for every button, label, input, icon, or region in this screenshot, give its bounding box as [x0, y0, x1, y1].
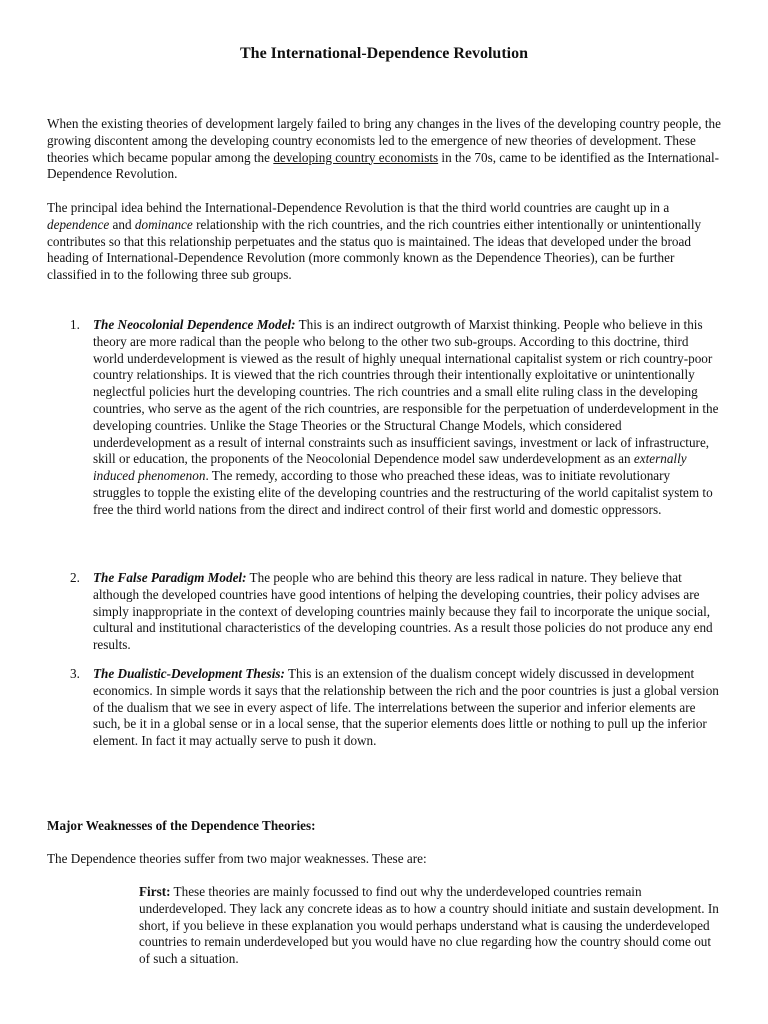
- intro-text-after: in the 70s, came to be identified as the International-Dependence Revolution.: [47, 149, 719, 182]
- intro-text-before: When the existing theories of development largely failed to bring any changes in the lives of the developing country people, the growing discontent among the developing country economists led to the emergence of new theories of development. These theories which became popular among the: [47, 116, 721, 165]
- list-item-label: The False Paradigm Model:: [93, 570, 247, 585]
- list-item-neocolonial: [47, 317, 721, 519]
- list-item-label: The Dualistic-Development Thesis:: [93, 666, 285, 681]
- list-item-text: The people who are behind this theory are less radical in nature. They believe that although the developed countries have good intentions of helping the developing countries, their policy advises are simply inappropriate in the context of developing countries mainly because they fail to incorporate the unique social, cultural and institutional characteristics of the developing countries. As a result those policies do not produce any end results.: [93, 570, 713, 653]
- list-number: 3.: [70, 666, 80, 681]
- list-item-label: The Neocolonial Dependence Model:: [93, 317, 296, 332]
- principal-text-2: and: [109, 216, 135, 232]
- list-item-text-2: . The remedy, according to those who preached these ideas, was to initiate revolutionary struggles to topple the existing elite of the developing countries and the restructuring of the world capitalist system to free the third world nations from the direct and indirect control of their first world and domestic oppressors.: [93, 468, 713, 517]
- principal-text-3: relationship with the rich countries, and the rich countries either intentionally or unintentionally contributes so that this relationship perpetuates and the status quo is maintained. The ideas that developed under the broad heading of International-Dependence Revolution (more commonly known as the Dependence Theories), can be further classified in to the following three sub groups.: [47, 216, 702, 283]
- list-item-dualistic: [47, 666, 721, 750]
- principal-text-1: The principal idea behind the International-Dependence Revolution is that the third world countries are caught up in a: [47, 200, 670, 215]
- intro-paragraph: [47, 116, 721, 183]
- sub-group-list-2: [47, 570, 721, 654]
- first-weakness-label: First:: [139, 884, 171, 899]
- first-weakness-paragraph: [139, 884, 721, 968]
- list-item-text: This is an indirect outgrowth of Marxist thinking. People who believe in this theory are more radical than the people who belong to the other two sub-groups. According to this doctrine, third world underdevelopment is viewed as the result of highly unequal international capitalist system or rich country-poor country relationships. It is viewed that the rich countries through their intentionally exploitative or unintentionally neglectful policies hurt the developing countries. The rich countries and a small elite ruling class in the developing countries, who serve as the agent of the rich countries, are responsible for the perpetuation of underdevelopment in the developing countries. Unlike the Stage Theories or the Structural Change Models, which considered underdevelopment as a result of internal constraints such as insufficient savings, investment or lack of infrastructure, skill or education, the proponents of the Neocolonial Dependence model saw underdevelopment as an: [93, 317, 719, 467]
- first-weakness-text: These theories are mainly focussed to find out why the underdeveloped countries remain underdeveloped. They lack any concrete ideas as to how a country should initiate and sustain development. In short, if you believe in these explanation you would perhaps understand what is causing the underdeveloped countries to remain underdeveloped but you would have no clue regarding how the country should come out of such a situation.: [139, 884, 719, 967]
- list-number: 1.: [70, 317, 80, 332]
- sub-group-list-3: [47, 666, 721, 750]
- dominance-term: dominance: [134, 216, 193, 232]
- list-number: 2.: [70, 570, 80, 585]
- list-item-false-paradigm: [47, 570, 721, 654]
- developing-country-economists-link[interactable]: developing country economists: [273, 149, 439, 165]
- dependence-term: dependence: [47, 216, 110, 232]
- list-item-text: This is an extension of the dualism concept widely discussed in development economics. In simple words it says that the relationship between the rich and the poor countries is just a global version of the dualism that we see in every aspect of life. The interrelations between the superior and inferior elements are such, be it in a global sense or in a local sense, that the superior elements does little or nothing to pull up the inferior element. In fact it may actually serve to push it down.: [93, 666, 719, 749]
- list-item-emphasis: externally induced phenomenon: [93, 451, 687, 484]
- page-title: The International-Dependence Revolution: [240, 45, 528, 62]
- principal-idea-paragraph: [47, 200, 721, 284]
- weaknesses-heading: Major Weaknesses of the Dependence Theories:: [47, 818, 316, 833]
- weaknesses-intro: The Dependence theories suffer from two major weaknesses. These are:: [47, 851, 427, 866]
- sub-group-list-1: [47, 317, 721, 519]
